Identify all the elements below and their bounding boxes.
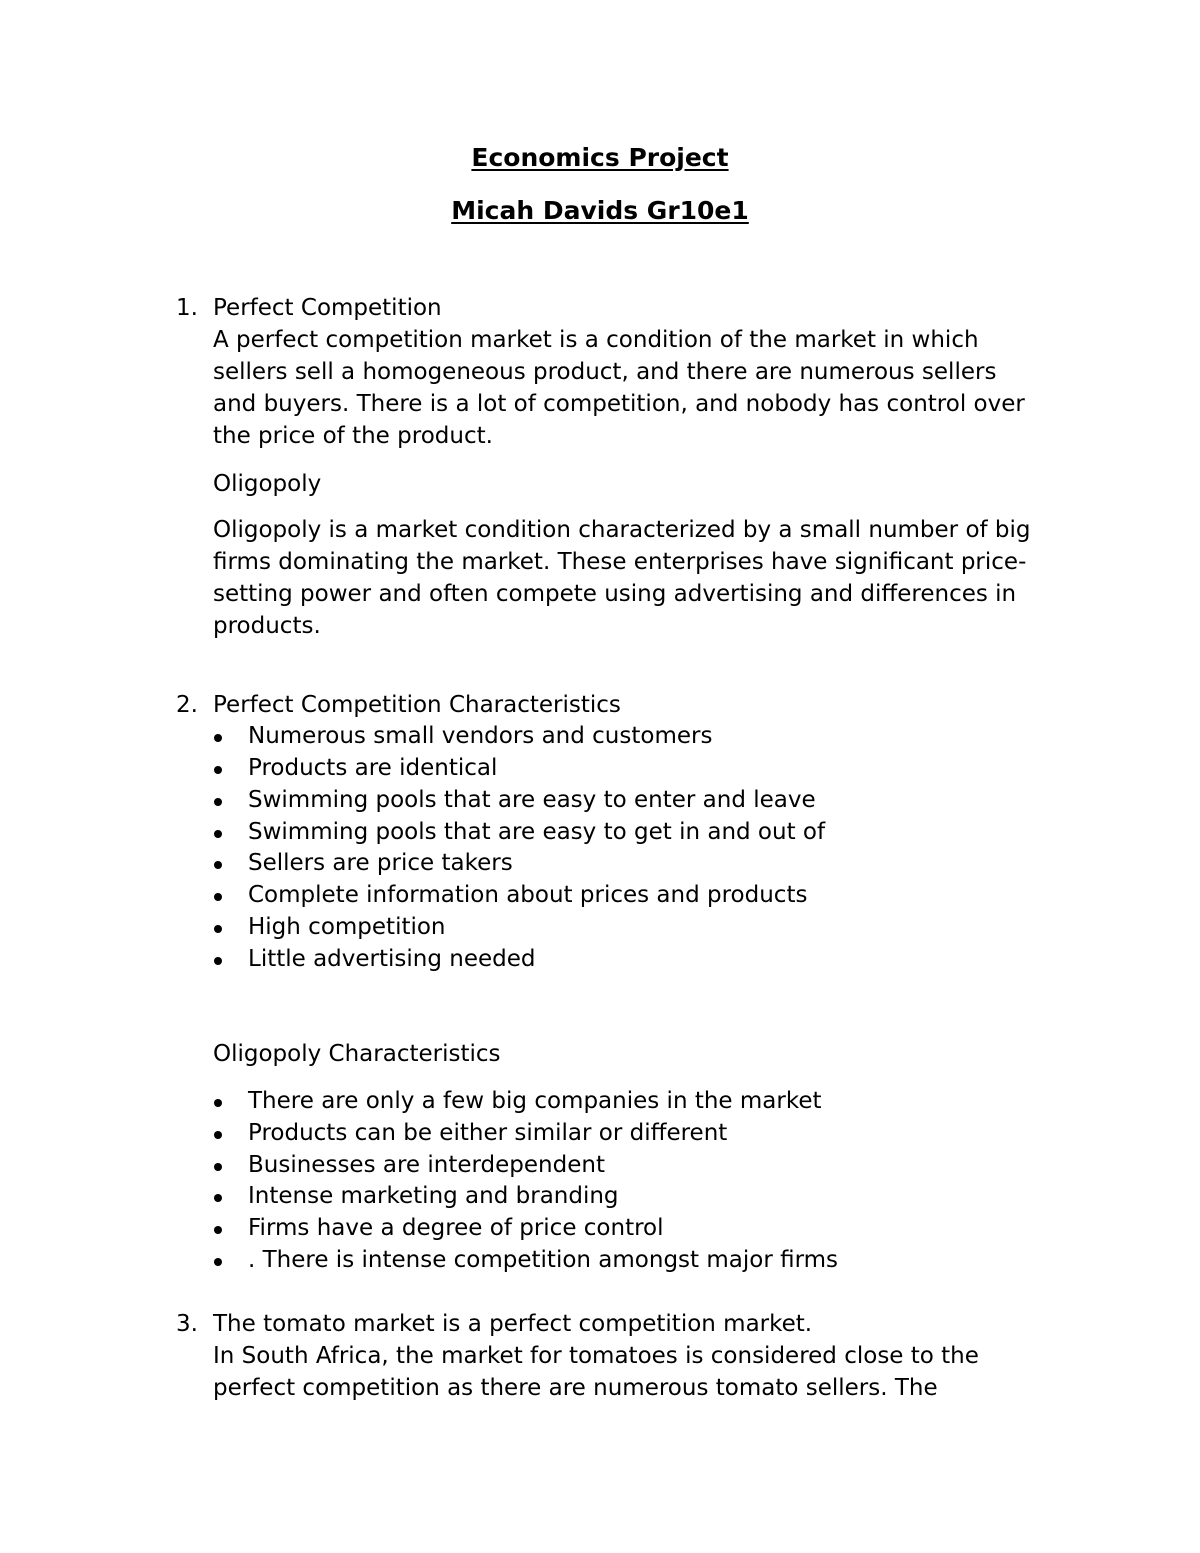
list-item: Swimming pools that are easy to get in and out of [248, 819, 826, 845]
list-item: . There is intense competition amongst major firms [248, 1247, 839, 1273]
list-item: Numerous small vendors and customers [248, 723, 713, 749]
section-heading: Perfect Competition [213, 295, 442, 321]
paragraph-line: A perfect competition market is a condition of the market in which [213, 327, 979, 353]
bullet-icon [214, 1099, 222, 1107]
section-subheading: Oligopoly Characteristics [213, 1041, 501, 1067]
list-number: 1. [176, 295, 198, 321]
list-number: 3. [176, 1311, 198, 1337]
paragraph-line: sellers sell a homogeneous product, and there are numerous sellers [213, 359, 997, 385]
bullet-icon [214, 734, 222, 742]
section-heading: Perfect Competition Characteristics [213, 692, 621, 718]
bullet-icon [214, 766, 222, 774]
bullet-icon [214, 1131, 222, 1139]
list-item: High competition [248, 914, 446, 940]
list-item: There are only a few big companies in the market [248, 1088, 822, 1114]
list-item: Firms have a degree of price control [248, 1215, 664, 1241]
paragraph-line: Oligopoly is a market condition characterized by a small number of big [213, 517, 1031, 543]
paragraph-line: In South Africa, the market for tomatoes is considered close to the [213, 1343, 979, 1369]
paragraph-line: setting power and often compete using advertising and differences in [213, 581, 1017, 607]
bullet-icon [214, 798, 222, 806]
list-item: Intense marketing and branding [248, 1183, 619, 1209]
list-item: Little advertising needed [248, 946, 536, 972]
paragraph-line: products. [213, 613, 321, 639]
list-item: Businesses are interdependent [248, 1152, 605, 1178]
paragraph-line: and buyers. There is a lot of competition, and nobody has control over [213, 391, 1025, 417]
bullet-icon [214, 957, 222, 965]
list-item: Swimming pools that are easy to enter and leave [248, 787, 816, 813]
paragraph-line: firms dominating the market. These enterprises have significant price- [213, 549, 1027, 575]
bullet-icon [214, 1258, 222, 1266]
bullet-icon [214, 1163, 222, 1171]
list-item: Products are identical [248, 755, 498, 781]
bullet-icon [214, 1194, 222, 1202]
list-item: Products can be either similar or different [248, 1120, 728, 1146]
bullet-icon [214, 925, 222, 933]
list-item: Complete information about prices and products [248, 882, 808, 908]
bullet-icon [214, 830, 222, 838]
list-item: Sellers are price takers [248, 850, 513, 876]
bullet-icon [214, 893, 222, 901]
document-title: Economics Project [471, 143, 729, 172]
section-subheading: Oligopoly [213, 471, 322, 497]
paragraph-line: the price of the product. [213, 423, 493, 449]
document-subtitle: Micah Davids Gr10e1 [451, 196, 749, 225]
bullet-icon [214, 1226, 222, 1234]
paragraph-line: perfect competition as there are numerous tomato sellers. The [213, 1375, 938, 1401]
paragraph-line: The tomato market is a perfect competition market. [213, 1311, 813, 1337]
bullet-icon [214, 861, 222, 869]
list-number: 2. [176, 692, 198, 718]
